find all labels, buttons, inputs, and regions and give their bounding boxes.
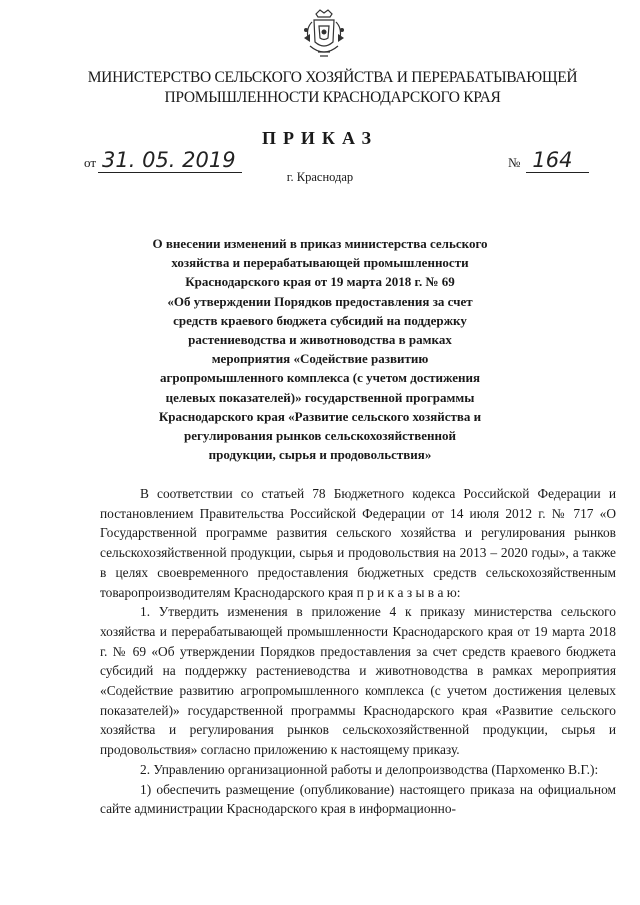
- heading-line: агропромышленного комплекса (с учетом достижения: [159, 370, 481, 386]
- heading-line: Краснодарского края от 19 марта 2018 г. № 69: [185, 274, 455, 290]
- heading-line: О внесении изменений в приказ министерства сельского: [152, 236, 488, 251]
- ministry-name-line2: ПРОМЫШЛЕННОСТИ КРАСНОДАРСКОГО КРАЯ: [164, 89, 501, 106]
- ministry-name: [40, 68, 625, 108]
- heading-line: продукции, сырья и продовольствия»: [208, 447, 432, 463]
- date-prefix: от: [84, 155, 97, 170]
- date-value-handwritten: 31. 05. 2019: [98, 148, 242, 173]
- heading-line: мероприятия «Содействие развитию: [211, 351, 429, 367]
- number-prefix: №: [508, 155, 521, 170]
- heading-line: целевых показателей)» государственной программы: [165, 389, 475, 405]
- body-paragraph-item-2: 2. Управлению организационной работы и делопроизводства (Пархоменко В.Г.):: [140, 761, 599, 777]
- heading-line: хозяйства и перерабатывающей промышленности: [171, 255, 469, 271]
- heading-line: регулирования рынков сельскохозяйственной: [184, 428, 456, 444]
- city-label: г. Краснодар: [286, 170, 354, 184]
- order-body: [100, 484, 616, 819]
- heading-line: растениеводства и животноводства в рамках: [188, 332, 452, 348]
- coat-of-arms-emblem: [300, 8, 348, 64]
- order-heading: [135, 234, 505, 464]
- body-paragraph-item-1: 1. Утвердить изменения в приложение 4 к приказу министерства сельского хозяйства и перерабатывающей промышленности Краснодарского края от 19 марта 2018 г. № 69 «Об утверждении Порядков предоставления за счет средств краевого бюджета субсидий на поддержку растениеводства и животноводства в рамках мероприятия «Содействие развитию агропромышленного комплекса (с учетом достижения целевых показателей)» государственной программы Краснодарского края «Развитие сельского хозяйства и регулирования рынков сельскохозяйственной продукции, сырья и продовольствия» согласно приложению к настоящему приказу.: [100, 604, 616, 758]
- document-type-title: ПРИКАЗ: [261, 128, 379, 148]
- heading-line: «Об утверждении Порядков предоставления за счет: [167, 293, 473, 309]
- body-paragraph-preamble: В соответствии со статьей 78 Бюджетного кодекса Российской Федерации и постановлением Правительства Российской Федерации от 14 июля 2012 г. № 717 «О Государственной программе развития сельского хозяйства и регулирования рынков сельскохозяйственной продукции, сырья и продовольствия на 2013 – 2020 годы», а также в целях своевременного предоставления бюджетных средств сельскохозяйственным товаропроизводителям Краснодарского края п р и к а з ы в а ю:: [100, 486, 616, 600]
- number-value-handwritten: 164: [526, 148, 588, 173]
- body-paragraph-subitem-1: 1) обеспечить размещение (опубликование) настоящего приказа на официальном сайте администрации Краснодарского края в информационно-: [100, 781, 616, 817]
- ministry-name-line1: МИНИСТЕРСТВО СЕЛЬСКОГО ХОЗЯЙСТВА И ПЕРЕРАБАТЫВАЮЩЕЙ: [87, 69, 578, 86]
- heading-line: Краснодарского края «Развитие сельского хозяйства и: [158, 408, 482, 424]
- heading-line: средств краевого бюджета субсидий на поддержку: [173, 312, 467, 328]
